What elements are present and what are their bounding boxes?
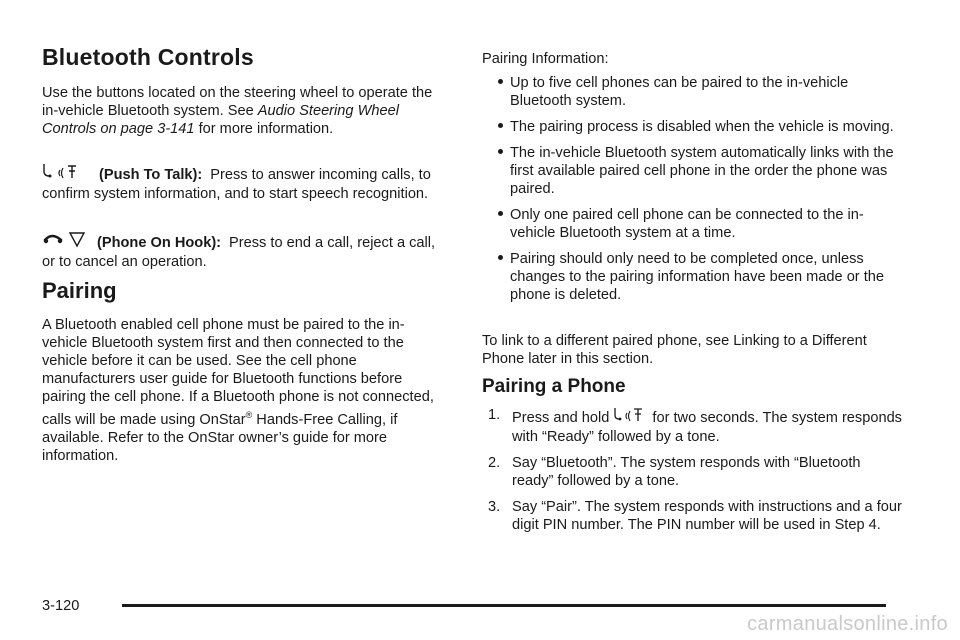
step-number: 3. bbox=[488, 499, 501, 515]
list-item-text: Up to five cell phones can be paired to the in-vehicle Bluetooth system. bbox=[510, 75, 849, 109]
link-different-phone-paragraph: To link to a different paired phone, see Linking to a Different Phone later in this section. bbox=[482, 333, 867, 367]
bullet-icon bbox=[498, 255, 503, 260]
section-title-bluetooth-controls: Bluetooth Controls bbox=[42, 44, 254, 70]
bullet-icon bbox=[498, 211, 503, 216]
pairing-text-end: Hands-Free Calling, if available. Refer to the OnStar owner’s guide for more information. bbox=[42, 411, 398, 464]
list-item-text: The pairing process is disabled when the vehicle is moving. bbox=[510, 119, 894, 135]
list-item bbox=[482, 144, 902, 198]
list-item bbox=[482, 498, 902, 534]
push-to-talk-icon bbox=[42, 162, 96, 185]
list-item bbox=[482, 406, 902, 446]
intro-text-end: for more information. bbox=[194, 121, 334, 137]
intro-text: Use the buttons located on the steering wheel to operate the in-vehicle Bluetooth system. See bbox=[42, 85, 433, 119]
phone-on-hook-label: (Phone On Hook): bbox=[97, 235, 222, 251]
pairing-steps-list bbox=[482, 406, 902, 542]
registered-mark: ® bbox=[245, 410, 253, 420]
phone-on-hook-description bbox=[42, 230, 444, 271]
step-text-end: for two seconds. The system responds with “Ready” followed by a tone. bbox=[512, 410, 902, 445]
step-text: Say “Pair”. The system responds with instructions and a four digit PIN number. The PIN number will be used in Step 4. bbox=[512, 499, 902, 533]
step-number: 1. bbox=[488, 407, 501, 423]
pairing-paragraph bbox=[42, 316, 444, 465]
intro-reference-link[interactable]: Audio Steering Wheel Controls on page 3-141 bbox=[42, 103, 399, 137]
step-number: 2. bbox=[488, 455, 501, 471]
bullet-icon bbox=[498, 123, 503, 128]
section-title-pairing: Pairing bbox=[42, 278, 117, 303]
intro-paragraph bbox=[42, 84, 444, 138]
bullet-icon bbox=[498, 79, 503, 84]
phone-on-hook-text: Press to end a call, reject a call, or to cancel an operation. bbox=[42, 235, 436, 270]
pairing-info-list bbox=[482, 74, 902, 312]
list-item bbox=[482, 206, 902, 242]
push-to-talk-icon bbox=[613, 406, 649, 428]
pairing-text: A Bluetooth enabled cell phone must be paired to the in-vehicle Bluetooth system first and then connected to the vehicle before it can be used. See the cell phone manufacturers user guide for Bluetooth functions before pairing the cell phone. If a Bluetooth phone is not connected, calls will be made using OnStar bbox=[42, 317, 434, 428]
list-item-text: The in-vehicle Bluetooth system automatically links with the first available paired cell phone in the order the phone was paired. bbox=[510, 145, 894, 197]
list-item-text: Pairing should only need to be completed once, unless changes to the pairing information have been made or the phone is deleted. bbox=[510, 251, 885, 303]
page-number: 3-120 bbox=[42, 598, 80, 614]
list-item bbox=[482, 454, 902, 490]
list-item-text: Only one paired cell phone can be connected to the in-vehicle Bluetooth system at a time. bbox=[510, 207, 864, 241]
push-to-talk-label: (Push To Talk): bbox=[99, 167, 203, 183]
step-text: Press and hold bbox=[512, 410, 610, 426]
watermark: carmanualsonline.info bbox=[747, 613, 948, 635]
push-to-talk-text: Press to answer incoming calls, to confirm system information, and to start speech recognition. bbox=[42, 167, 431, 202]
phone-on-hook-icon bbox=[42, 230, 94, 253]
footer-divider bbox=[122, 604, 886, 607]
list-item bbox=[482, 250, 902, 304]
pairing-info-heading: Pairing Information: bbox=[482, 51, 609, 67]
step-text: Say “Bluetooth”. The system responds with “Bluetooth ready” followed by a tone. bbox=[512, 455, 861, 489]
push-to-talk-description bbox=[42, 162, 444, 203]
list-item bbox=[482, 118, 902, 136]
section-title-pairing-a-phone: Pairing a Phone bbox=[482, 376, 626, 397]
bullet-icon bbox=[498, 149, 503, 154]
list-item bbox=[482, 74, 902, 110]
